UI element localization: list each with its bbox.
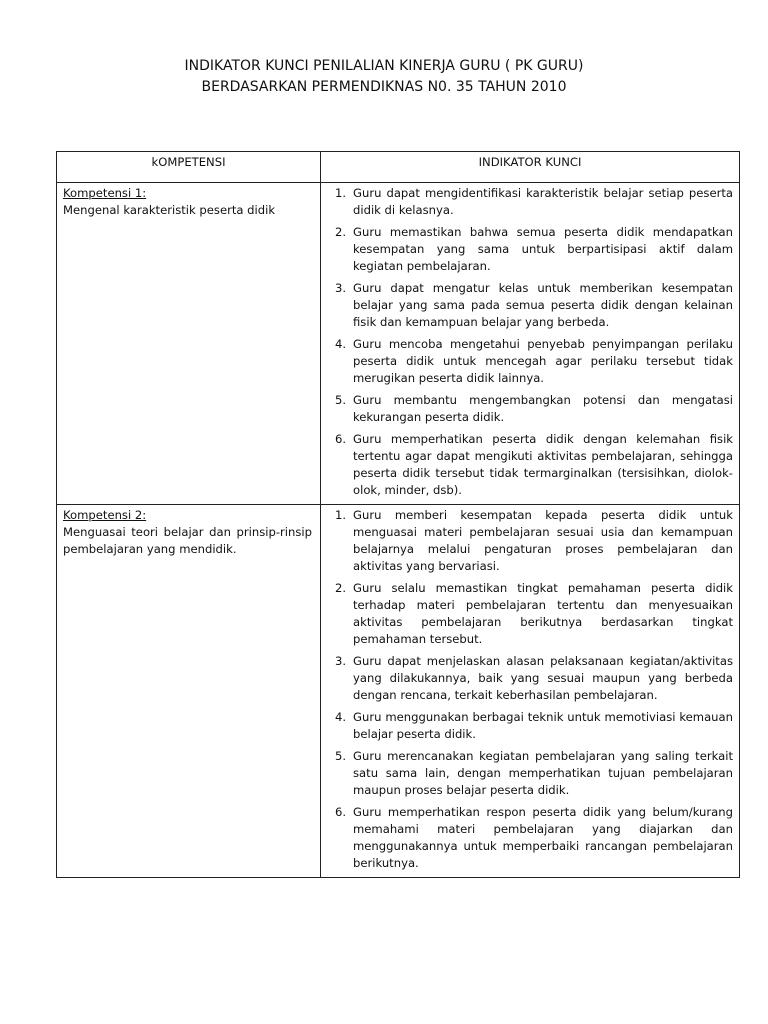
list-item bbox=[321, 280, 739, 331]
indikator-cell bbox=[321, 183, 740, 505]
item-text: Guru membantu mengembangkan potensi dan mengatasi kekurangan peserta didik. bbox=[353, 393, 733, 424]
indicator-list bbox=[321, 507, 739, 872]
item-text: Guru merencanakan kegiatan pembelajaran yang saling terkait satu sama lain, dengan memperhatikan tujuan pembelajaran maupun proses belajar peserta didik. bbox=[353, 749, 733, 797]
item-text: Guru memastikan bahwa semua peserta didik mendapatkan kesempatan yang sama untuk berpartisipasi aktif dalam kegiatan pembelajaran. bbox=[353, 225, 733, 273]
list-item bbox=[321, 748, 739, 799]
list-item bbox=[321, 804, 739, 872]
kompetensi-title: Kompetensi 2: bbox=[63, 508, 147, 522]
table-row bbox=[57, 505, 740, 878]
kompetensi-title: Kompetensi 1: bbox=[63, 186, 147, 200]
item-text: Guru mencoba mengetahui penyebab penyimpangan perilaku peserta didik untuk mencegah agar perilaku tersebut tidak merugikan peserta didik lainnya. bbox=[353, 337, 733, 385]
list-item bbox=[321, 653, 739, 704]
table-header-row bbox=[57, 152, 740, 183]
kompetensi-cell bbox=[57, 505, 321, 878]
item-number: 6. bbox=[335, 805, 347, 819]
indikator-cell bbox=[321, 505, 740, 878]
item-text: Guru dapat menjelaskan alasan pelaksanaan kegiatan/aktivitas yang dilakukannya, baik yang sesuai maupun yang berbeda dengan rencana, terkait keberhasilan pembelajaran. bbox=[353, 654, 733, 702]
item-text: Guru memberi kesempatan kepada peserta didik untuk menguasai materi pembelajaran sesuai usia dan kemampuan belajarnya melalui pengaturan proses pembelajaran dan aktivitas yang bervariasi. bbox=[353, 508, 733, 573]
item-number: 5. bbox=[335, 393, 347, 407]
list-item bbox=[321, 507, 739, 575]
list-item bbox=[321, 709, 739, 743]
indicator-list bbox=[321, 185, 739, 499]
column-header-kompetensi: kOMPETENSI bbox=[57, 152, 321, 183]
item-number: 5. bbox=[335, 749, 347, 763]
title-line-2: BERDASARKAN PERMENDIKNAS N0. 35 TAHUN 2010 bbox=[201, 79, 567, 95]
item-number: 3. bbox=[335, 654, 347, 668]
item-number: 1. bbox=[335, 508, 347, 522]
kompetensi-description: Mengenal karakteristik peserta didik bbox=[63, 203, 276, 217]
column-header-indikator: INDIKATOR KUNCI bbox=[321, 152, 740, 183]
list-item bbox=[321, 185, 739, 219]
item-number: 4. bbox=[335, 337, 347, 351]
item-text: Guru dapat mengatur kelas untuk memberikan kesempatan belajar yang sama pada semua peserta didik dengan kelainan fisik dan kemampuan belajar yang berbeda. bbox=[353, 281, 733, 329]
item-text: Guru memperhatikan respon peserta didik yang belum/kurang memahami materi pembelajaran yang diajarkan dan menggunakannya untuk memperbaiki rancangan pembelajaran berikutnya. bbox=[353, 805, 733, 870]
document-title bbox=[0, 56, 768, 98]
item-number: 1. bbox=[335, 186, 347, 200]
title-line-1: INDIKATOR KUNCI PENILALIAN KINERJA GURU ( PK GURU) bbox=[184, 58, 584, 74]
item-number: 2. bbox=[335, 225, 347, 239]
item-text: Guru menggunakan berbagai teknik untuk memotiviasi kemauan belajar peserta didik. bbox=[353, 710, 733, 741]
list-item bbox=[321, 392, 739, 426]
list-item bbox=[321, 336, 739, 387]
item-text: Guru memperhatikan peserta didik dengan kelemahan fisik tertentu agar dapat mengikuti aktivitas pembelajaran, sehingga peserta didik tersebut tidak termarginalkan (tersisihkan, diolok-olok, minder, dsb). bbox=[353, 432, 733, 497]
item-number: 4. bbox=[335, 710, 347, 724]
table-row bbox=[57, 183, 740, 505]
kompetensi-description: Menguasai teori belajar dan prinsip-rinsip pembelajaran yang mendidik. bbox=[63, 525, 312, 556]
item-number: 2. bbox=[335, 581, 347, 595]
item-number: 3. bbox=[335, 281, 347, 295]
list-item bbox=[321, 580, 739, 648]
item-text: Guru selalu memastikan tingkat pemahaman peserta didik terhadap materi pembelajaran tertentu dan menyesuaikan aktivitas pembelajaran berikutnya berdasarkan tingkat pemahaman tersebut. bbox=[353, 581, 733, 646]
list-item bbox=[321, 224, 739, 275]
indicator-table bbox=[56, 151, 740, 878]
item-text: Guru dapat mengidentifikasi karakteristik belajar setiap peserta didik di kelasnya. bbox=[353, 186, 733, 217]
list-item bbox=[321, 431, 739, 499]
item-number: 6. bbox=[335, 432, 347, 446]
kompetensi-cell bbox=[57, 183, 321, 505]
